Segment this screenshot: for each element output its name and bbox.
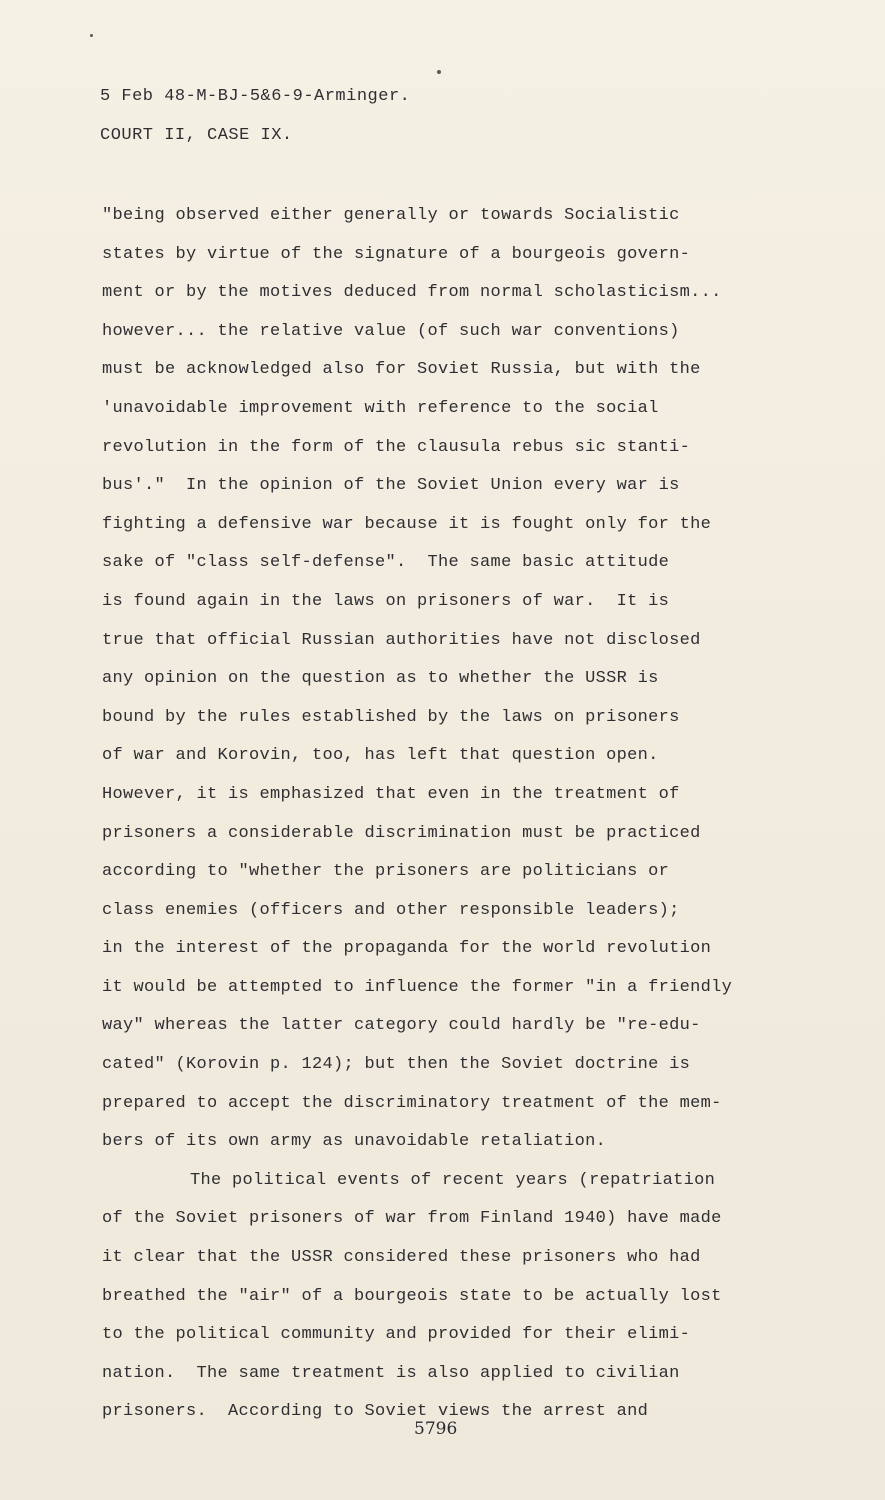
court-case-line: COURT II, CASE IX. <box>100 126 293 145</box>
text-line: in the interest of the propaganda for the world revolution <box>102 939 712 959</box>
text-line: fighting a defensive war because it is fought only for the <box>102 514 712 534</box>
text-line: bus'." In the opinion of the Soviet Union every war is <box>102 476 680 496</box>
text-line: it clear that the USSR considered these prisoners who had <box>102 1248 701 1268</box>
text-line: 'unavoidable improvement with reference to the social <box>102 398 659 418</box>
text-line: way" whereas the latter category could hardly be "re-edu- <box>102 1016 701 1036</box>
page-number: 5796 <box>414 1419 458 1439</box>
text-line: "being observed either generally or towards Socialistic <box>102 206 680 225</box>
text-line: breathed the "air" of a bourgeois state to be actually lost <box>102 1286 722 1306</box>
document-reference-line: 5 Feb 48-M-BJ-5&6-9-Arminger. <box>100 87 411 106</box>
text-line: sake of "class self-defense". The same basic attitude <box>102 553 670 573</box>
text-line: true that official Russian authorities have not disclosed <box>102 630 701 650</box>
text-line: ment or by the motives deduced from normal scholasticism... <box>102 283 722 303</box>
text-line: according to "whether the prisoners are politicians or <box>102 862 670 882</box>
text-line: However, it is emphasized that even in the treatment of <box>102 784 680 804</box>
text-line: class enemies (officers and other responsible leaders); <box>102 900 680 920</box>
text-line: nation. The same treatment is also applied to civilian <box>102 1363 680 1383</box>
text-line: cated" (Korovin p. 124); but then the Soviet doctrine is <box>102 1055 691 1075</box>
text-line: to the political community and provided for their elimi- <box>102 1325 691 1345</box>
text-line: prepared to accept the discriminatory treatment of the mem- <box>102 1093 722 1113</box>
text-line: of the Soviet prisoners of war from Finland 1940) have made <box>102 1209 722 1229</box>
paragraph-start-line: The political events of recent years (repatriation <box>190 1170 716 1190</box>
text-line: prisoners a considerable discrimination must be practiced <box>102 823 701 843</box>
text-line: states by virtue of the signature of a bourgeois govern- <box>102 244 691 264</box>
text-line: bound by the rules established by the laws on prisoners <box>102 707 680 727</box>
text-line: any opinion on the question as to whether the USSR is <box>102 669 659 689</box>
text-line: it would be attempted to influence the former "in a friendly <box>102 977 733 997</box>
text-line: prisoners. According to Soviet views the arrest and <box>102 1402 649 1422</box>
text-line: of war and Korovin, too, has left that question open. <box>102 746 659 766</box>
ink-speck <box>90 34 93 37</box>
text-line: bers of its own army as unavoidable retaliation. <box>102 1132 607 1152</box>
text-line: must be acknowledged also for Soviet Russia, but with the <box>102 360 701 380</box>
text-line: however... the relative value (of such war conventions) <box>102 321 680 341</box>
text-line: revolution in the form of the clausula rebus sic stanti- <box>102 437 691 457</box>
body-text <box>102 197 842 1432</box>
text-line: is found again in the laws on prisoners of war. It is <box>102 591 670 611</box>
ink-speck <box>437 70 441 74</box>
